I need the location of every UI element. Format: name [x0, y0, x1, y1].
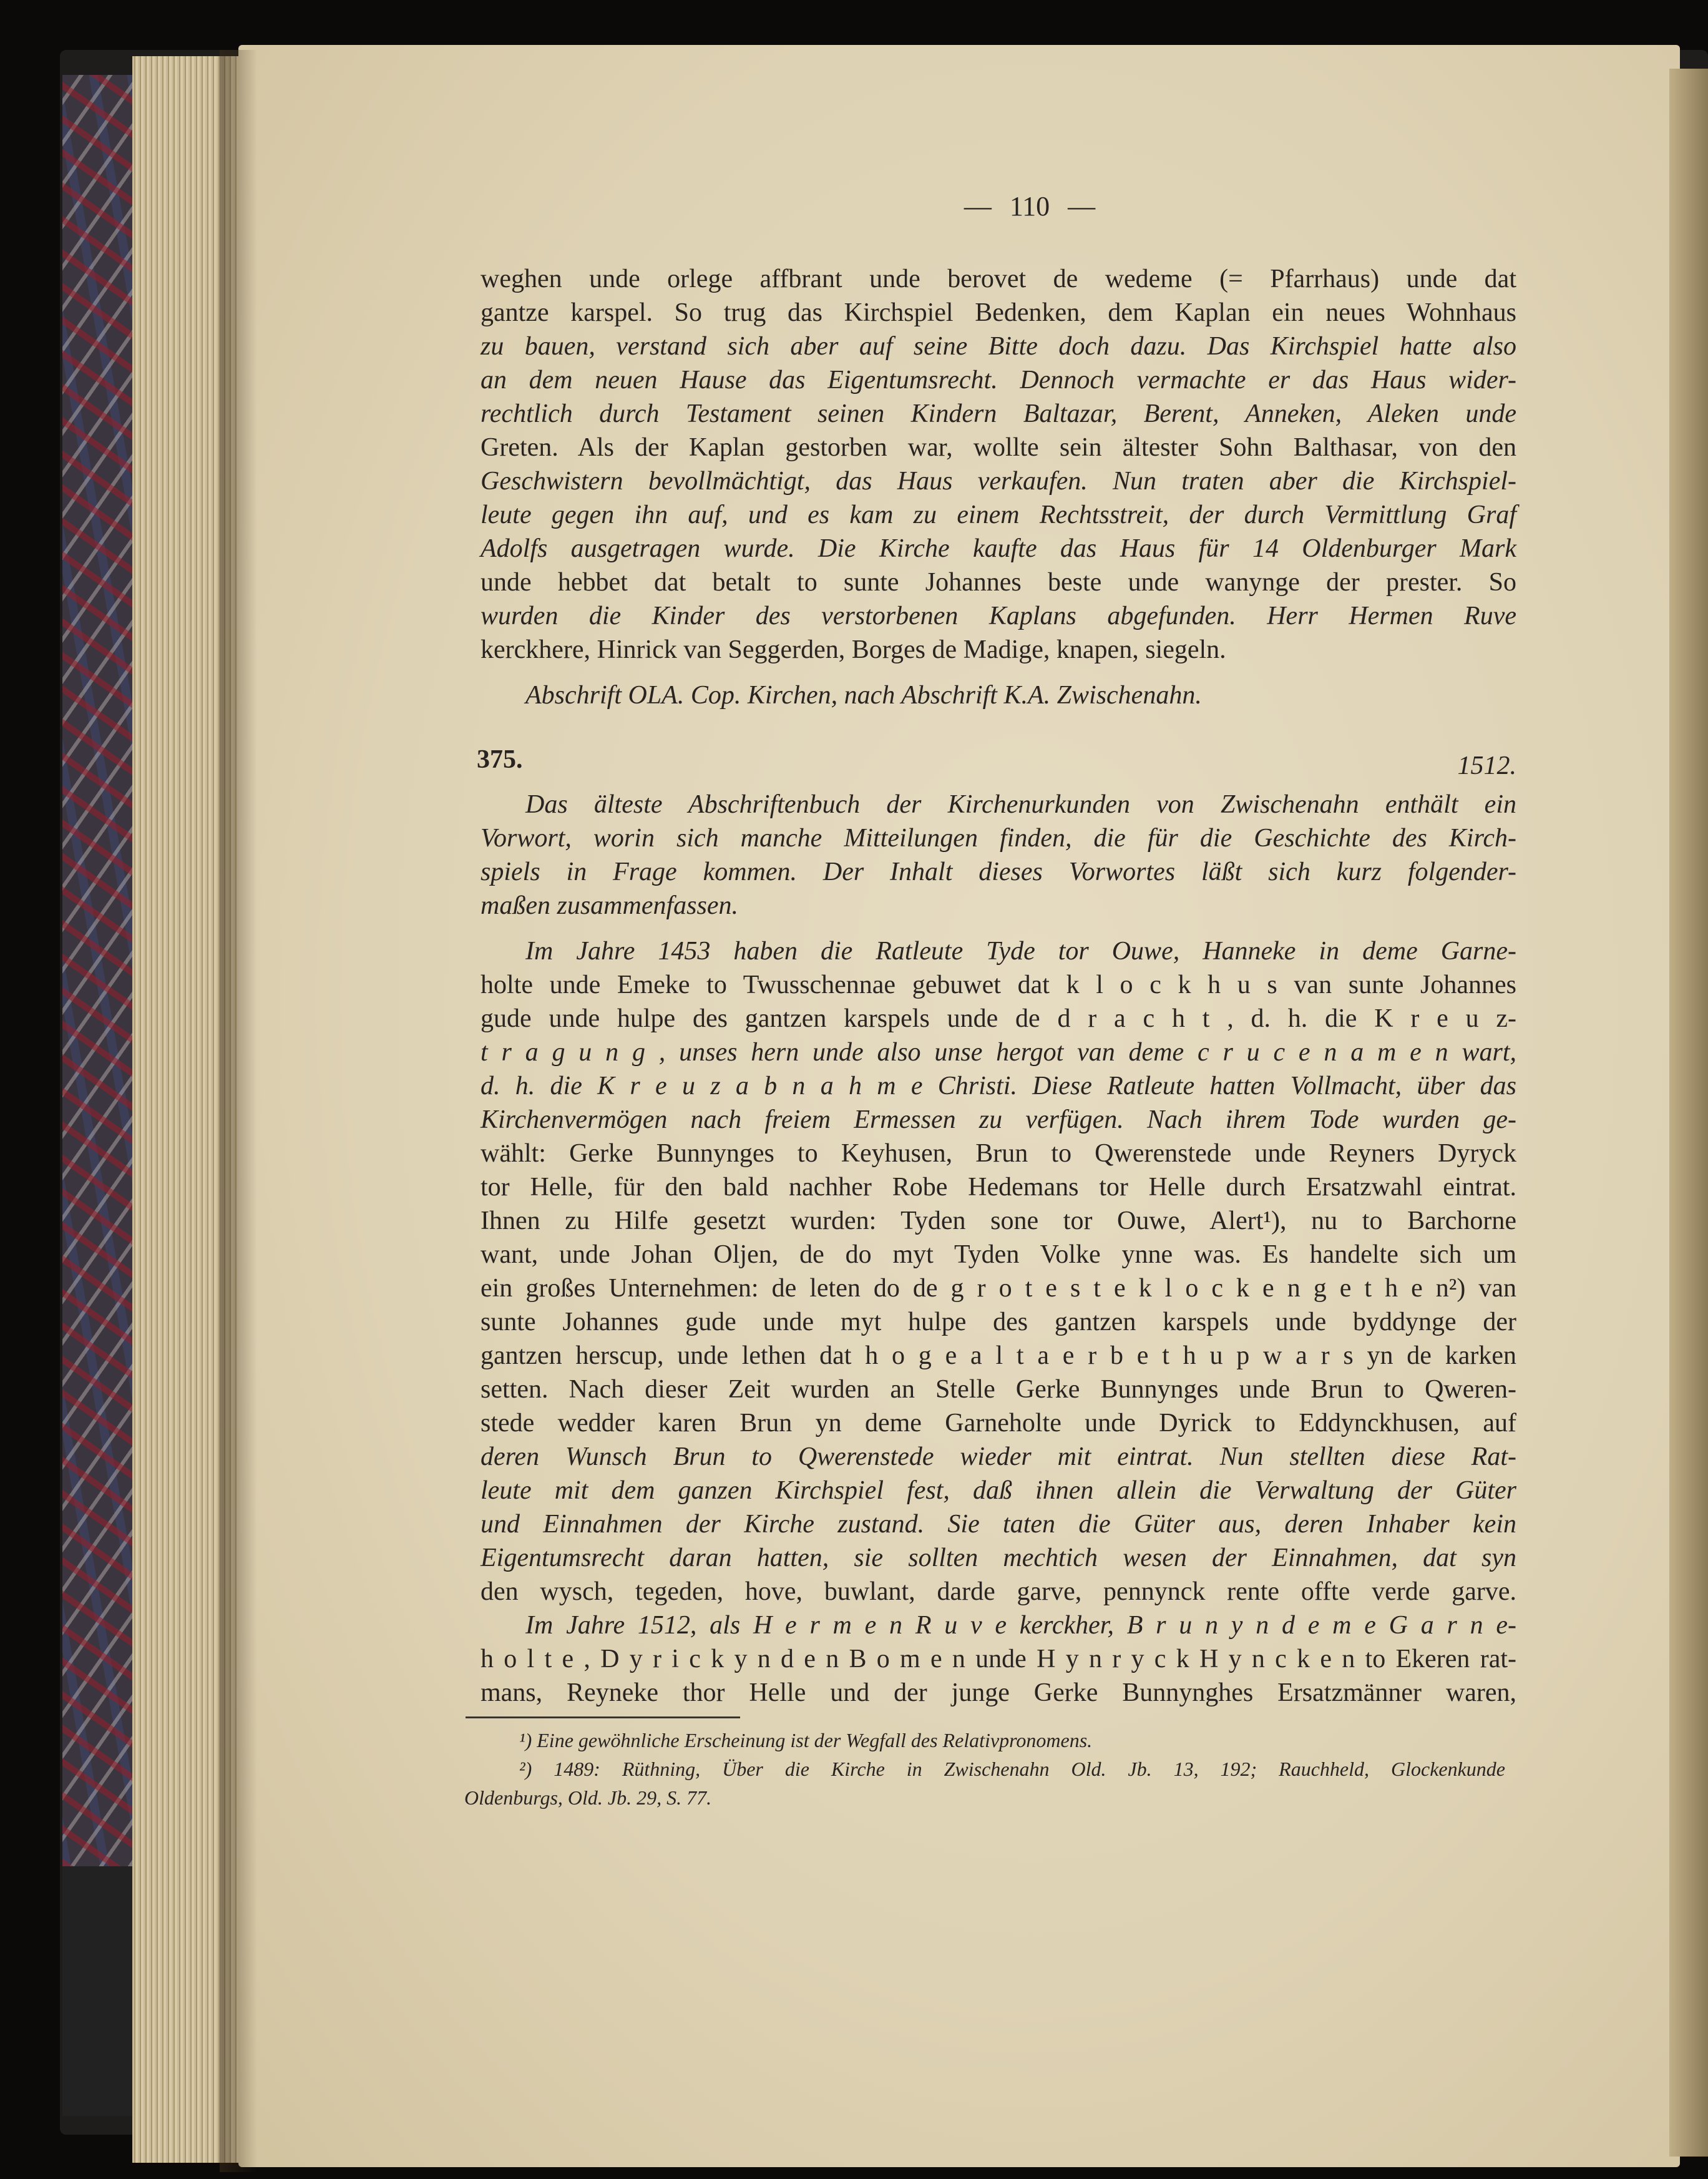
text-line: wählt: Gerke Bunnynges to Keyhusen, Brun to Qwerenstede unde Reyners Dyryck — [481, 1139, 1516, 1168]
text-line: Eigentumsrecht daran hatten, sie sollten mechtich wesen der Einnahmen, dat syn — [481, 1544, 1516, 1572]
text-line: Im Jahre 1512, als H e r m e n R u v e kerckher, B r u n y n d e m e G a r n e- — [525, 1611, 1516, 1640]
text-line: zu bauen, verstand sich aber auf seine Bitte doch dazu. Das Kirchspiel hatte also — [481, 332, 1516, 361]
text-line: leute gegen ihn auf, und es kam zu einem Rechtsstreit, der durch Vermittlung Graf — [481, 501, 1516, 529]
text-line: Greten. Als der Kaplan gestorben war, wollte sein ältester Sohn Balthasar, von den — [481, 433, 1516, 462]
text-line: maßen zusammenfassen. — [481, 891, 738, 920]
text-line: wurden die Kinder des verstorbenen Kaplans abgefunden. Herr Hermen Ruve — [481, 602, 1516, 630]
text-line: holte unde Emeke to Twusschennae gebuwet dat k l o c k h u s van sunte Johannes — [481, 971, 1516, 999]
text-line: den wysch, tegeden, hove, buwlant, darde garve, pennynck rente offte verde garve. — [481, 1577, 1516, 1606]
text-line: Das älteste Abschriftenbuch der Kirchenurkunden von Zwischenahn enthält ein — [525, 790, 1516, 819]
footnote-1: ¹) Eine gewöhnliche Erscheinung ist der Wegfall des Relativpronomens. — [519, 1729, 1093, 1751]
text-line: Im Jahre 1453 haben die Ratleute Tyde tor Ouwe, Hanneke in deme Garne- — [525, 937, 1516, 966]
text-line: d. h. die K r e u z a b n a h m e Christi. Diese Ratleute hatten Vollmacht, über das — [481, 1072, 1516, 1100]
text-line: tor Helle, für den bald nachher Robe Hedemans tor Helle durch Ersatzwahl eintrat. — [481, 1173, 1516, 1202]
text-line: leute mit dem ganzen Kirchspiel fest, daß ihnen allein die Verwaltung der Güter — [481, 1476, 1516, 1505]
entry-number: 375. — [477, 745, 523, 774]
text-line: Geschwistern bevollmächtigt, das Haus verkaufen. Nun traten aber die Kirchspiel- — [481, 467, 1516, 496]
text-line: h o l t e , D y r i c k y n d e n B o m e n unde H y n r y c k H y n c k e n to Ekeren rat- — [481, 1645, 1516, 1673]
text-line: gude unde hulpe des gantzen karspels unde de d r a c h t , d. h. die K r e u z- — [481, 1004, 1516, 1033]
text-line: deren Wunsch Brun to Qwerenstede wieder mit eintrat. Nun stellten diese Rat- — [481, 1442, 1516, 1471]
source-note: Abschrift OLA. Cop. Kirchen, nach Abschrift K.A. Zwischenahn. — [525, 681, 1202, 710]
facing-page-edge — [1669, 69, 1708, 2157]
text-line: gantze karspel. So trug das Kirchspiel Bedenken, dem Kaplan ein neues Wohnhaus — [481, 298, 1516, 327]
page-number: — 110 — — [964, 191, 1096, 222]
text-line: want, unde Johan Oljen, de do myt Tyden Volke ynne was. Es handelte sich um — [481, 1240, 1516, 1269]
text-line: Vorwort, worin sich manche Mitteilungen finden, die für die Geschichte des Kirch- — [481, 824, 1516, 853]
text-line: spiels in Frage kommen. Der Inhalt dieses Vorwortes läßt sich kurz folgender- — [481, 858, 1516, 886]
text-line: stede wedder karen Brun yn deme Garneholte unde Dyrick to Eddynckhusen, auf — [481, 1409, 1516, 1437]
text-line: setten. Nach dieser Zeit wurden an Stelle Gerke Bunnynges unde Brun to Qweren- — [481, 1375, 1516, 1404]
footnote-rule — [466, 1716, 740, 1718]
footnote-2: ²) 1489: Rüthning, Über die Kirche in Zwischenahn Old. Jb. 13, 192; Rauchheld, Glockenkunde — [519, 1758, 1505, 1780]
text-line: Kirchenvermögen nach freiem Ermessen zu verfügen. Nach ihrem Tode wurden ge- — [481, 1105, 1516, 1134]
text-line: t r a g u n g , unses hern unde also unse hergot van deme c r u c e n a m e n wart, — [481, 1038, 1516, 1067]
text-line: sunte Johannes gude unde myt hulpe des gantzen karspels unde byddynge der — [481, 1308, 1516, 1336]
marbled-endpaper — [62, 75, 132, 1866]
text-line: Adolfs ausgetragen wurde. Die Kirche kaufte das Haus für 14 Oldenburger Mark — [481, 534, 1516, 563]
page-gutter-shadow — [220, 50, 257, 2172]
text-line: mans, Reyneke thor Helle und der junge Gerke Bunnynghes Ersatzmänner waren, — [481, 1678, 1516, 1707]
text-line: und Einnahmen der Kirche zustand. Sie taten die Güter aus, deren Inhaber kein — [481, 1510, 1516, 1539]
text-line: gantzen herscup, unde lethen dat h o g e a l t a e r b e t h u p w a r s yn de karken — [481, 1341, 1516, 1370]
text-line: Ihnen zu Hilfe gesetzt wurden: Tyden sone tor Ouwe, Alert¹), nu to Barchorne — [481, 1207, 1516, 1235]
footnote-2-continued: Oldenburgs, Old. Jb. 29, S. 77. — [464, 1786, 712, 1809]
entry-date: 1512. — [1457, 752, 1516, 780]
cover-edge — [62, 1866, 132, 2116]
text-line: weghen unde orlege affbrant unde berovet de wedeme (= Pfarrhaus) unde dat — [481, 265, 1516, 293]
text-line: ein großes Unternehmen: de leten do de g r o t e s t e k l o c k e n g e t h e n²) van — [481, 1274, 1516, 1303]
text-line: rechtlich durch Testament seinen Kindern Baltazar, Berent, Anneken, Aleken unde — [481, 399, 1516, 428]
text-line: unde hebbet dat betalt to sunte Johannes beste unde wanynge der prester. So — [481, 568, 1516, 597]
text-line: an dem neuen Hause das Eigentumsrecht. Dennoch vermachte er das Haus wider- — [481, 366, 1516, 394]
text-line: kerckhere, Hinrick van Seggerden, Borges de Madige, knapen, siegeln. — [481, 635, 1226, 664]
